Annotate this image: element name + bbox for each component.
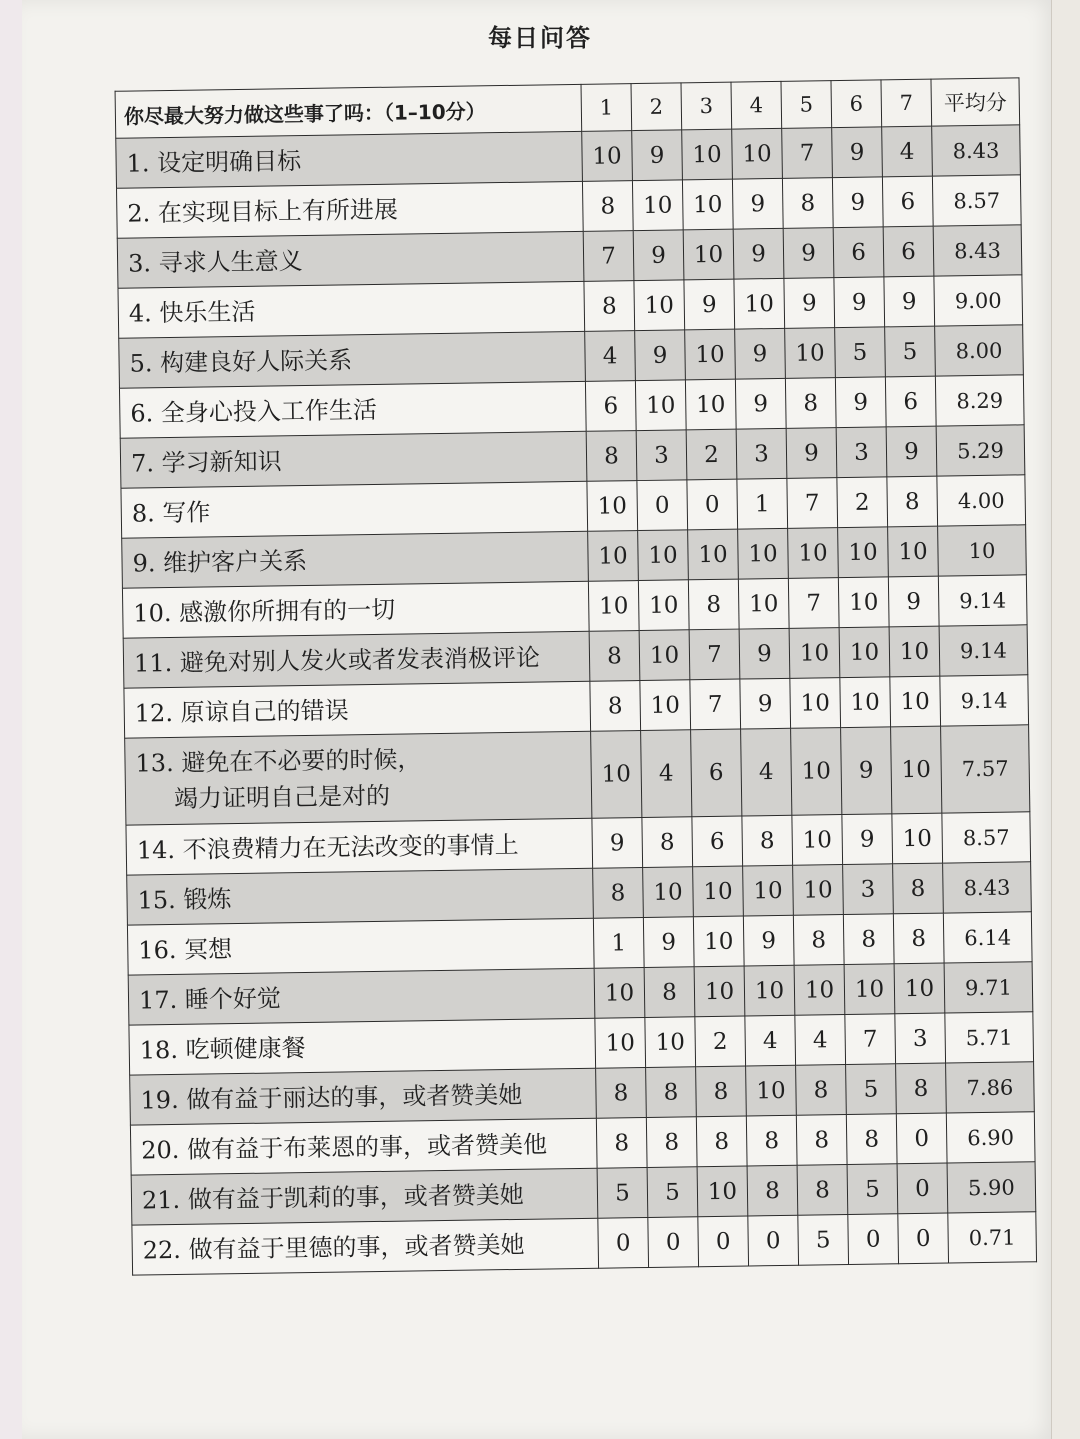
score-cell-day-6: 5 bbox=[846, 1064, 897, 1115]
score-cell-day-6: 9 bbox=[832, 177, 883, 228]
question-number: 3. bbox=[127, 248, 152, 278]
score-cell-day-6: 7 bbox=[845, 1014, 896, 1065]
question-number: 18. bbox=[139, 1035, 179, 1065]
question-label: 吃顿健康餐 bbox=[185, 1033, 306, 1064]
question-number: 15. bbox=[137, 885, 176, 915]
question-number: 20. bbox=[141, 1135, 180, 1164]
score-cell-day-1: 8 bbox=[584, 281, 635, 332]
score-cell-day-1: 0 bbox=[598, 1217, 649, 1268]
question-text bbox=[138, 925, 593, 968]
day-3-header: 3 bbox=[681, 82, 732, 130]
question-number: 10. bbox=[133, 598, 172, 628]
question-label: 写作 bbox=[162, 497, 211, 527]
score-cell-day-7: 5 bbox=[885, 326, 936, 377]
score-cell-day-4: 3 bbox=[736, 428, 787, 479]
score-cell-day-1: 9 bbox=[592, 818, 643, 869]
table-row bbox=[125, 725, 1030, 825]
question-number: 9. bbox=[132, 548, 156, 578]
score-cell-day-2: 9 bbox=[643, 917, 694, 968]
question-text bbox=[141, 1125, 596, 1168]
score-cell-day-4: 4 bbox=[745, 1015, 796, 1066]
average-score-cell: 9.00 bbox=[934, 275, 1023, 326]
score-cell-day-3: 7 bbox=[689, 629, 740, 680]
score-cell-day-2: 5 bbox=[647, 1167, 698, 1218]
average-score-cell: 5.29 bbox=[936, 425, 1025, 476]
score-cell-day-6: 3 bbox=[836, 427, 887, 478]
score-cell-day-7: 9 bbox=[886, 426, 937, 477]
question-cell bbox=[132, 1218, 599, 1275]
score-cell-day-5: 7 bbox=[782, 128, 833, 179]
score-cell-day-2: 8 bbox=[642, 817, 693, 868]
score-cell-day-3: 2 bbox=[686, 429, 737, 480]
score-cell-day-5: 8 bbox=[797, 1165, 848, 1216]
average-score-cell: 9.14 bbox=[938, 575, 1027, 626]
question-cell bbox=[117, 231, 584, 288]
question-cell bbox=[119, 331, 586, 388]
question-cell bbox=[129, 1018, 596, 1075]
page-header-title: 每日问答 bbox=[488, 24, 592, 52]
score-cell-day-5: 5 bbox=[798, 1215, 849, 1266]
score-cell-day-5: 8 bbox=[796, 1065, 847, 1116]
score-cell-day-5: 10 bbox=[789, 628, 840, 679]
score-cell-day-3: 7 bbox=[690, 679, 741, 730]
score-cell-day-5: 10 bbox=[788, 528, 839, 579]
score-cell-day-2: 10 bbox=[639, 630, 690, 681]
score-cell-day-2: 9 bbox=[632, 130, 683, 181]
question-cell bbox=[118, 281, 585, 338]
question-cell bbox=[128, 968, 595, 1025]
table-body bbox=[116, 125, 1037, 1275]
score-cell-day-7: 10 bbox=[888, 526, 939, 577]
question-number: 11. bbox=[133, 648, 173, 678]
score-cell-day-5: 4 bbox=[795, 1015, 846, 1066]
average-score-cell: 8.43 bbox=[933, 225, 1022, 276]
question-cell bbox=[130, 1068, 597, 1125]
average-score-cell: 9.14 bbox=[940, 675, 1029, 726]
score-cell-day-2: 9 bbox=[635, 330, 686, 381]
question-label: 快乐生活 bbox=[159, 297, 256, 327]
score-cell-day-4: 0 bbox=[748, 1215, 799, 1266]
question-text bbox=[131, 438, 586, 481]
score-cell-day-4: 10 bbox=[738, 528, 789, 579]
question-number: 21. bbox=[141, 1185, 181, 1214]
score-cell-day-7: 10 bbox=[894, 963, 945, 1014]
question-text bbox=[137, 875, 592, 918]
score-cell-day-4: 10 bbox=[732, 128, 783, 179]
question-text bbox=[129, 288, 584, 331]
score-cell-day-7: 8 bbox=[896, 1063, 947, 1114]
question-cell bbox=[117, 181, 584, 238]
question-text bbox=[126, 138, 581, 181]
score-cell-day-5: 8 bbox=[782, 178, 833, 229]
average-score-cell: 7.86 bbox=[946, 1062, 1035, 1113]
average-score-cell: 5.90 bbox=[947, 1162, 1036, 1213]
score-cell-day-1: 10 bbox=[595, 1018, 646, 1069]
question-label: 避免在不必要的时候， bbox=[181, 745, 422, 777]
question-label: 睡个好觉 bbox=[184, 983, 282, 1014]
question-number: 14. bbox=[136, 835, 176, 865]
score-cell-day-2: 10 bbox=[632, 180, 683, 231]
score-cell-day-4: 9 bbox=[733, 228, 784, 279]
question-number: 1. bbox=[126, 148, 150, 178]
score-cell-day-3: 8 bbox=[688, 579, 739, 630]
score-cell-day-5: 10 bbox=[791, 728, 842, 816]
score-cell-day-1: 6 bbox=[585, 381, 636, 432]
question-number: 7. bbox=[130, 448, 155, 478]
score-cell-day-1: 8 bbox=[586, 431, 637, 482]
score-cell-day-7: 0 bbox=[896, 1113, 947, 1164]
question-label: 锻炼 bbox=[183, 884, 232, 914]
question-number: 19. bbox=[140, 1085, 179, 1114]
score-cell-day-6: 9 bbox=[834, 277, 885, 328]
score-cell-day-1: 10 bbox=[591, 731, 642, 819]
question-text bbox=[128, 238, 583, 281]
question-label-continued: 竭力证明自己是对的 bbox=[173, 781, 391, 813]
score-cell-day-1: 8 bbox=[582, 181, 633, 232]
score-cell-day-4: 9 bbox=[740, 678, 791, 729]
score-cell-day-6: 8 bbox=[843, 914, 894, 965]
question-text bbox=[134, 638, 589, 681]
score-cell-day-4: 9 bbox=[735, 378, 786, 429]
score-cell-day-5: 7 bbox=[788, 578, 839, 629]
question-text bbox=[130, 388, 585, 431]
score-cell-day-1: 1 bbox=[593, 918, 644, 969]
question-text bbox=[142, 1175, 597, 1218]
score-cell-day-3: 10 bbox=[694, 966, 745, 1017]
score-cell-day-7: 9 bbox=[884, 276, 935, 327]
score-cell-day-7: 10 bbox=[889, 626, 940, 677]
question-label: 感激你所拥有的一切 bbox=[178, 595, 396, 627]
score-cell-day-7: 0 bbox=[897, 1163, 948, 1214]
score-cell-day-2: 10 bbox=[638, 580, 689, 631]
question-text bbox=[142, 1225, 597, 1268]
question-text bbox=[135, 688, 590, 731]
score-cell-day-7: 10 bbox=[892, 813, 943, 864]
score-cell-day-6: 10 bbox=[838, 577, 889, 628]
score-cell-day-3: 0 bbox=[698, 1216, 749, 1267]
score-cell-day-7: 4 bbox=[882, 126, 933, 177]
average-score-cell: 10 bbox=[938, 525, 1027, 576]
average-score-cell: 9.14 bbox=[939, 625, 1028, 676]
question-cell bbox=[119, 381, 586, 438]
score-cell-day-3: 6 bbox=[692, 816, 743, 867]
question-label: 做有益于凯莉的事，或者赞美她 bbox=[187, 1180, 524, 1214]
score-cell-day-4: 8 bbox=[746, 1115, 797, 1166]
question-text bbox=[127, 188, 582, 231]
average-score-cell: 4.00 bbox=[937, 475, 1026, 526]
average-score-cell: 8.43 bbox=[932, 125, 1021, 176]
score-cell-day-4: 8 bbox=[747, 1165, 798, 1216]
score-cell-day-2: 10 bbox=[643, 867, 694, 918]
question-label: 冥想 bbox=[183, 934, 233, 964]
score-cell-day-3: 8 bbox=[696, 1116, 747, 1167]
score-cell-day-6: 9 bbox=[842, 814, 893, 865]
question-label: 不浪费精力在无法改变的事情上 bbox=[182, 830, 519, 864]
score-cell-day-5: 10 bbox=[793, 865, 844, 916]
score-cell-day-7: 9 bbox=[888, 576, 939, 627]
score-cell-day-5: 9 bbox=[783, 228, 834, 279]
average-score-cell: 8.29 bbox=[935, 375, 1024, 426]
score-cell-day-7: 8 bbox=[893, 913, 944, 964]
question-label: 做有益于丽达的事，或者赞美她 bbox=[186, 1080, 523, 1114]
score-cell-day-5: 8 bbox=[796, 1115, 847, 1166]
question-text bbox=[140, 1075, 595, 1118]
question-column-header: 你尽最大努力做这些事了吗：（1–10分） bbox=[115, 84, 582, 138]
score-cell-day-2: 10 bbox=[640, 680, 691, 731]
score-cell-day-4: 1 bbox=[737, 478, 788, 529]
question-text bbox=[133, 588, 588, 631]
score-cell-day-6: 9 bbox=[832, 127, 883, 178]
average-score-cell: 9.71 bbox=[944, 962, 1033, 1013]
question-label: 做有益于里德的事，或者赞美她 bbox=[188, 1230, 525, 1264]
question-cell bbox=[124, 681, 591, 738]
day-7-header: 7 bbox=[881, 79, 932, 127]
score-cell-day-4: 9 bbox=[739, 628, 790, 679]
score-cell-day-5: 10 bbox=[785, 328, 836, 379]
score-cell-day-3: 6 bbox=[691, 729, 742, 817]
score-cell-day-1: 8 bbox=[596, 1117, 647, 1168]
question-text bbox=[132, 538, 587, 581]
score-cell-day-5: 10 bbox=[794, 965, 845, 1016]
score-cell-day-2: 10 bbox=[645, 1017, 696, 1068]
score-cell-day-7: 10 bbox=[890, 676, 941, 727]
question-number: 22. bbox=[142, 1235, 182, 1264]
day-2-header: 2 bbox=[631, 83, 682, 131]
score-cell-day-1: 5 bbox=[597, 1167, 648, 1218]
score-cell-day-3: 10 bbox=[682, 179, 733, 230]
score-cell-day-2: 10 bbox=[634, 280, 685, 331]
score-cell-day-1: 8 bbox=[589, 631, 640, 682]
score-cell-day-6: 2 bbox=[837, 477, 888, 528]
score-cell-day-2: 8 bbox=[646, 1067, 697, 1118]
question-cell bbox=[122, 531, 589, 588]
day-6-header: 6 bbox=[831, 80, 882, 128]
score-cell-day-3: 10 bbox=[693, 916, 744, 967]
question-label: 学习新知识 bbox=[161, 446, 282, 477]
question-text bbox=[140, 1025, 595, 1068]
question-text bbox=[132, 488, 587, 531]
question-number: 4. bbox=[128, 298, 152, 328]
question-number: 6. bbox=[130, 398, 154, 428]
average-score-cell: 8.43 bbox=[943, 862, 1032, 913]
question-label: 做有益于布莱恩的事，或者赞美他 bbox=[186, 1129, 548, 1164]
question-number: 2. bbox=[127, 198, 151, 228]
score-cell-day-2: 9 bbox=[633, 230, 684, 281]
score-cell-day-5: 8 bbox=[793, 915, 844, 966]
score-cell-day-4: 10 bbox=[738, 578, 789, 629]
score-cell-day-5: 10 bbox=[790, 678, 841, 729]
day-4-header: 4 bbox=[731, 81, 782, 129]
score-cell-day-3: 0 bbox=[687, 479, 738, 530]
score-cell-day-7: 6 bbox=[885, 376, 936, 427]
question-cell bbox=[121, 481, 588, 538]
average-score-cell: 6.90 bbox=[946, 1112, 1035, 1163]
question-number: 13. bbox=[135, 748, 174, 778]
question-cell bbox=[126, 818, 593, 875]
score-cell-day-7: 0 bbox=[898, 1213, 949, 1264]
score-cell-day-3: 10 bbox=[685, 329, 736, 380]
average-score-cell: 8.00 bbox=[935, 325, 1024, 376]
score-cell-day-7: 8 bbox=[887, 476, 938, 527]
score-cell-day-5: 7 bbox=[787, 478, 838, 529]
score-cell-day-2: 3 bbox=[636, 430, 687, 481]
score-cell-day-7: 3 bbox=[895, 1013, 946, 1064]
score-cell-day-6: 0 bbox=[848, 1214, 899, 1265]
score-cell-day-5: 8 bbox=[785, 378, 836, 429]
question-label: 寻求人生意义 bbox=[158, 246, 303, 277]
score-cell-day-7: 8 bbox=[893, 863, 944, 914]
question-cell bbox=[122, 581, 589, 638]
question-number: 8. bbox=[131, 498, 155, 528]
score-cell-day-4: 10 bbox=[743, 865, 794, 916]
question-label: 构建良好人际关系 bbox=[159, 345, 353, 377]
score-cell-day-1: 10 bbox=[582, 131, 633, 182]
score-cell-day-6: 10 bbox=[844, 964, 895, 1015]
average-column-header: 平均分 bbox=[931, 78, 1020, 126]
score-cell-day-7: 6 bbox=[883, 226, 934, 277]
question-text bbox=[129, 338, 584, 381]
score-cell-day-4: 10 bbox=[746, 1065, 797, 1116]
score-cell-day-1: 8 bbox=[590, 681, 641, 732]
day-5-header: 5 bbox=[781, 81, 832, 129]
question-text bbox=[139, 975, 594, 1018]
score-cell-day-6: 10 bbox=[840, 677, 891, 728]
question-cell bbox=[123, 631, 590, 688]
question-label: 全身心投入工作生活 bbox=[160, 395, 378, 427]
score-cell-day-4: 9 bbox=[743, 915, 794, 966]
score-cell-day-2: 4 bbox=[641, 730, 692, 818]
score-cell-day-1: 10 bbox=[594, 968, 645, 1019]
question-number: 5. bbox=[129, 348, 153, 378]
day-1-header: 1 bbox=[581, 84, 632, 132]
question-label: 避免对别人发火或者发表消极评论 bbox=[179, 643, 541, 677]
score-cell-day-6: 5 bbox=[847, 1164, 898, 1215]
question-cell bbox=[127, 918, 594, 975]
score-cell-day-6: 9 bbox=[835, 377, 886, 428]
score-cell-day-5: 10 bbox=[792, 815, 843, 866]
score-cell-day-1: 8 bbox=[596, 1068, 647, 1119]
question-label: 在实现目标上有所进展 bbox=[157, 195, 399, 227]
question-label: 维护客户关系 bbox=[162, 546, 308, 577]
average-score-cell: 8.57 bbox=[932, 175, 1021, 226]
daily-questions-table-wrapper bbox=[115, 77, 1038, 1370]
question-number: 16. bbox=[138, 935, 177, 965]
score-cell-day-4: 4 bbox=[741, 728, 792, 816]
question-cell bbox=[116, 131, 583, 188]
average-score-cell: 5.71 bbox=[945, 1012, 1034, 1063]
score-cell-day-3: 10 bbox=[685, 379, 736, 430]
score-cell-day-1: 10 bbox=[588, 531, 639, 582]
question-cell bbox=[127, 868, 594, 925]
score-cell-day-2: 8 bbox=[646, 1117, 697, 1168]
score-cell-day-5: 9 bbox=[784, 278, 835, 329]
score-cell-day-3: 10 bbox=[697, 1166, 748, 1217]
adjacent-page-edge bbox=[1051, 0, 1080, 1439]
question-label: 设定明确目标 bbox=[156, 146, 302, 177]
score-cell-day-4: 8 bbox=[742, 815, 793, 866]
score-cell-day-6: 10 bbox=[839, 627, 890, 678]
score-cell-day-2: 10 bbox=[638, 530, 689, 581]
question-number: 17. bbox=[138, 985, 178, 1015]
score-cell-day-1: 8 bbox=[593, 868, 644, 919]
average-score-cell: 6.14 bbox=[943, 912, 1032, 963]
score-cell-day-4: 10 bbox=[744, 965, 795, 1016]
score-cell-day-3: 2 bbox=[695, 1016, 746, 1067]
score-cell-day-6: 8 bbox=[846, 1114, 897, 1165]
score-cell-day-3: 9 bbox=[684, 279, 735, 330]
score-cell-day-2: 10 bbox=[635, 380, 686, 431]
daily-questions-table bbox=[115, 77, 1037, 1275]
question-text bbox=[137, 825, 592, 868]
question-number: 12. bbox=[134, 698, 174, 728]
book-page bbox=[22, 0, 1058, 1439]
score-cell-day-6: 5 bbox=[835, 327, 886, 378]
score-cell-day-7: 10 bbox=[891, 726, 942, 814]
score-cell-day-6: 3 bbox=[843, 864, 894, 915]
score-cell-day-6: 10 bbox=[838, 527, 889, 578]
score-cell-day-3: 10 bbox=[688, 529, 739, 580]
question-cell bbox=[131, 1168, 598, 1225]
score-cell-day-3: 10 bbox=[683, 229, 734, 280]
score-cell-day-7: 6 bbox=[882, 176, 933, 227]
score-cell-day-4: 9 bbox=[735, 328, 786, 379]
question-cell bbox=[130, 1118, 597, 1175]
score-cell-day-1: 10 bbox=[588, 581, 639, 632]
score-cell-day-2: 8 bbox=[644, 967, 695, 1018]
average-score-cell: 0.71 bbox=[948, 1212, 1037, 1263]
score-cell-day-3: 10 bbox=[682, 129, 733, 180]
score-cell-day-3: 8 bbox=[696, 1066, 747, 1117]
score-cell-day-2: 0 bbox=[637, 480, 688, 531]
score-cell-day-6: 6 bbox=[833, 227, 884, 278]
score-cell-day-5: 9 bbox=[786, 428, 837, 479]
score-cell-day-6: 9 bbox=[841, 727, 892, 815]
score-cell-day-1: 7 bbox=[583, 231, 634, 282]
question-label: 原谅自己的错误 bbox=[180, 695, 349, 727]
score-cell-day-4: 10 bbox=[734, 278, 785, 329]
score-cell-day-4: 9 bbox=[732, 178, 783, 229]
score-cell-day-1: 4 bbox=[585, 331, 636, 382]
average-score-cell: 7.57 bbox=[941, 725, 1030, 813]
score-cell-day-3: 10 bbox=[693, 866, 744, 917]
score-cell-day-2: 0 bbox=[648, 1217, 699, 1268]
question-cell bbox=[120, 431, 587, 488]
average-score-cell: 8.57 bbox=[942, 812, 1031, 863]
question-cell bbox=[125, 731, 592, 825]
score-cell-day-1: 10 bbox=[587, 481, 638, 532]
